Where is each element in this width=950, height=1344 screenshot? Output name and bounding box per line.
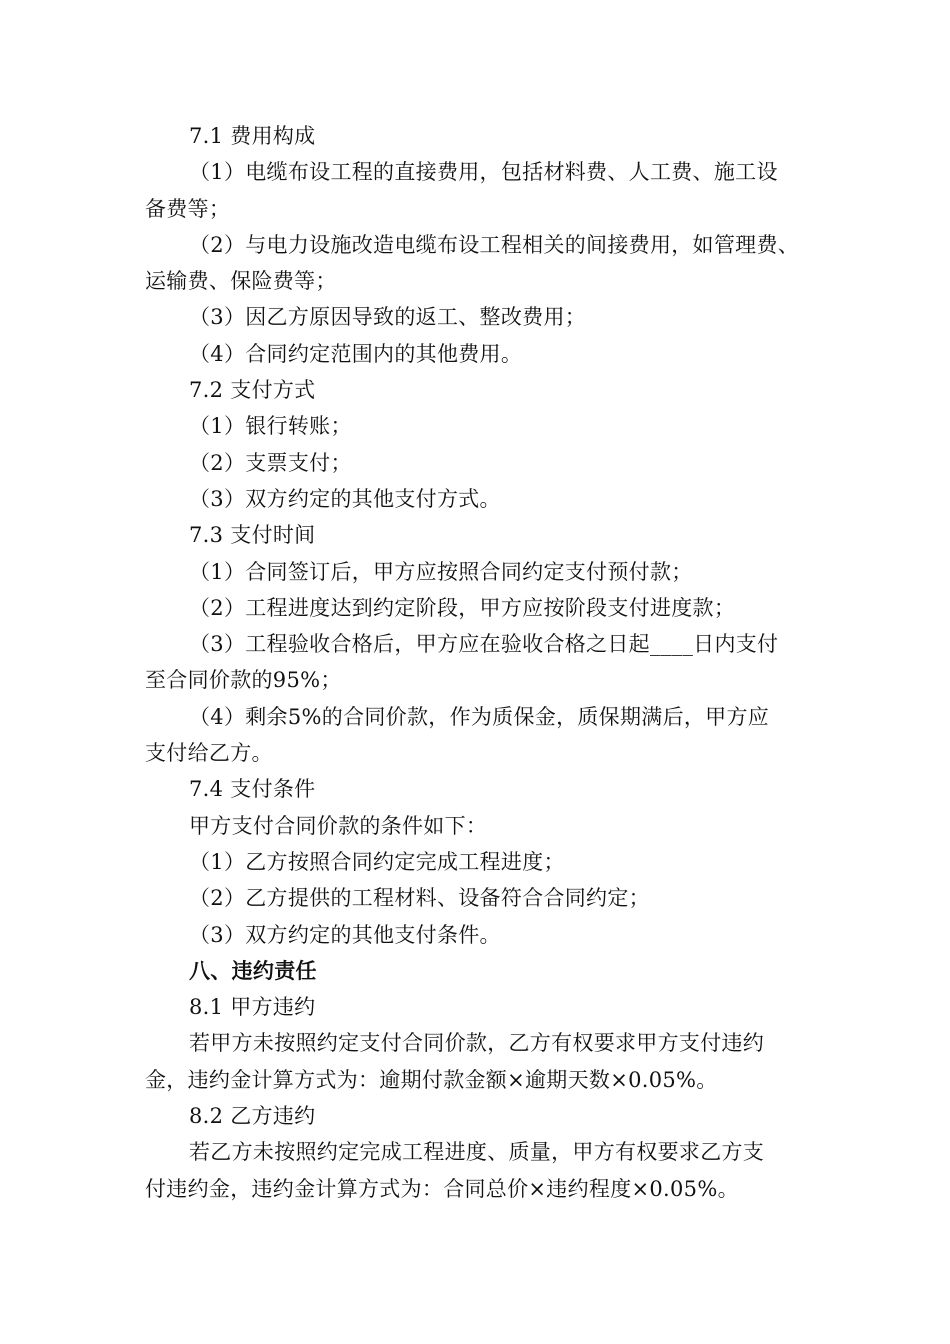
paragraph-line: 甲方支付合同价款的条件如下： — [189, 813, 488, 838]
chapter-heading-breach-liability: 八、违约责任 — [189, 957, 317, 983]
paragraph-line: 运输费、保险费等； — [145, 269, 337, 294]
paragraph-line: （3）双方约定的其他支付条件。 — [189, 922, 501, 947]
paragraph-line: （2）工程进度达到约定阶段，甲方应按阶段支付进度款； — [189, 595, 736, 620]
paragraph-line: 付违约金，违约金计算方式为：合同总价×违约程度×0.05%。 — [145, 1176, 739, 1201]
paragraph-line: （2）与电力设施改造电缆布设工程相关的间接费用，如管理费、 — [189, 232, 800, 257]
section-heading-7-2: 7.2 支付方式 — [189, 378, 316, 403]
paragraph-line: 若甲方未按照约定支付合同价款，乙方有权要求甲方支付违约 — [189, 1031, 765, 1056]
section-heading-8-2: 8.2 乙方违约 — [189, 1104, 316, 1129]
section-heading-7-1: 7.1 费用构成 — [189, 124, 316, 148]
paragraph-line: （1）合同签订后，甲方应按照合同约定支付预付款； — [189, 559, 693, 584]
paragraph-line: （1）银行转账； — [189, 414, 352, 439]
paragraph-line: 若乙方未按照约定完成工程进度、质量，甲方有权要求乙方支 — [189, 1140, 765, 1165]
paragraph-line: （1）乙方按照合同约定完成工程进度； — [189, 849, 565, 874]
paragraph-line: 至合同价款的95%； — [145, 668, 342, 693]
paragraph-line: 金，违约金计算方式为：逾期付款金额×逾期天数×0.05%。 — [145, 1067, 718, 1092]
paragraph-line: （2）乙方提供的工程材料、设备符合合同约定； — [189, 886, 650, 911]
section-heading-7-3: 7.3 支付时间 — [189, 523, 316, 548]
paragraph-line: 支付给乙方。 — [145, 741, 273, 766]
paragraph-line: （4）剩余5%的合同价款，作为质保金，质保期满后，甲方应 — [189, 704, 770, 729]
paragraph-line: 备费等； — [145, 196, 231, 221]
section-heading-7-4: 7.4 支付条件 — [189, 777, 316, 802]
paragraph-line: （3）因乙方原因导致的返工、整改费用； — [189, 305, 587, 330]
paragraph-line: （1）电缆布设工程的直接费用，包括材料费、人工费、施工设 — [189, 160, 778, 185]
section-heading-8-1: 8.1 甲方违约 — [189, 995, 316, 1020]
document-body — [145, 118, 810, 1207]
paragraph-line: （3）双方约定的其他支付方式。 — [189, 486, 501, 511]
paragraph-line: （4）合同约定范围内的其他费用。 — [189, 341, 523, 366]
paragraph-line: （3）工程验收合格后，甲方应在验收合格之日起____日内支付 — [189, 632, 779, 657]
paragraph-line: （2）支票支付； — [189, 450, 352, 475]
